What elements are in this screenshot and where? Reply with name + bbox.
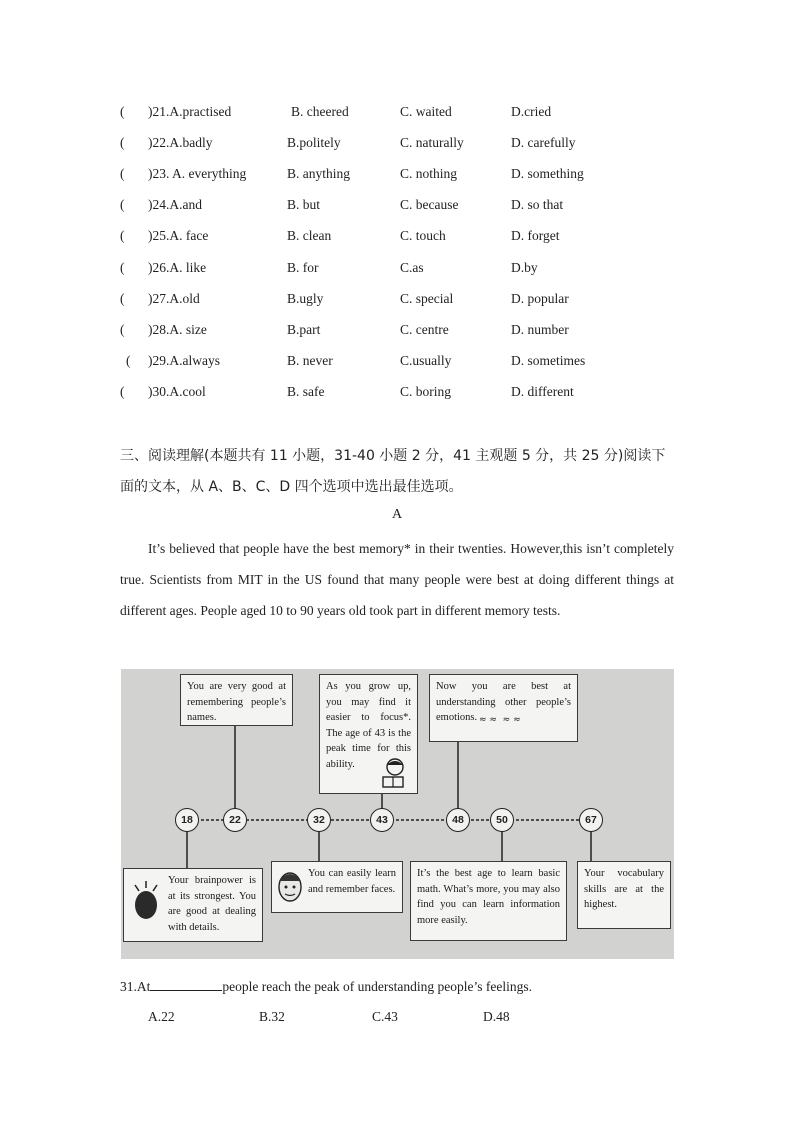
note-age-18: Your brainpower is at its strongest. You are good at dealing with details.	[123, 868, 263, 942]
note-age-50: It’s the best age to learn basic math. What’s more, you may also find you can learn information more easily.	[410, 861, 567, 941]
answer-paren: (	[120, 135, 125, 150]
option-c: C. special	[400, 291, 454, 306]
section-3-title: 三、阅读理解(本题共有 11 小题，31-40 小题 2 分，41 主观题 5 分，共 25 分)阅读下面的文本，从 A、B、C、D 四个选项中选出最佳选项。	[120, 448, 666, 495]
age-marker-43: 43	[370, 808, 394, 832]
passage-text: It’s believed that people have the best memory* in their twenties. However,this isn’t completely true. Scientists from MIT in the US found that many people were best at doing different things at different ages. People aged 10 to 90 years old took part in different memory tests.	[120, 541, 674, 618]
option-c: C. nothing	[400, 166, 458, 181]
emotion-faces-icon: ≈ ≈ ≈ ≈	[479, 715, 521, 725]
q31-stem-start: 31.At	[120, 979, 151, 994]
option-b: B. clean	[287, 228, 332, 243]
q31-option-a[interactable]: A.22	[148, 1009, 175, 1024]
note-age-32: You can easily learn and remember faces.	[271, 861, 403, 913]
option-a: )27.A.old	[148, 291, 200, 306]
note-age-22: You are very good at remembering people’s names.	[180, 674, 293, 726]
option-d: D. sometimes	[511, 353, 586, 368]
option-a: )29.A.always	[148, 353, 220, 368]
option-d: D. something	[511, 166, 584, 181]
option-d: D.by	[511, 260, 538, 275]
memory-age-figure	[121, 669, 674, 959]
note-age-48: Now you are best at understanding other people’s emotions.	[429, 674, 578, 742]
option-a: )22.A.badly	[148, 135, 213, 150]
option-a: )25.A. face	[148, 228, 209, 243]
option-a: )26.A. like	[148, 260, 207, 275]
option-a: )21.A.practised	[148, 104, 232, 119]
question-31	[120, 976, 532, 997]
option-c: C. centre	[400, 322, 449, 337]
passage-label: A	[391, 507, 403, 522]
option-b: B.part	[287, 322, 321, 337]
answer-paren: (	[120, 291, 125, 306]
q31-option-d[interactable]: D.48	[483, 1009, 510, 1024]
answer-paren: (	[120, 104, 125, 119]
option-d: D. number	[511, 322, 569, 337]
answer-paren: (	[120, 260, 125, 275]
option-d: D. popular	[511, 291, 569, 306]
option-b: B. but	[287, 197, 321, 212]
option-a: )24.A.and	[148, 197, 202, 212]
answer-paren: (	[126, 353, 131, 368]
option-a: )23. A. everything	[148, 166, 247, 181]
q31-option-b[interactable]: B.32	[259, 1009, 285, 1024]
option-a: )30.A.cool	[148, 384, 206, 399]
q31-stem-end: people reach the peak of understanding people’s feelings.	[222, 979, 533, 994]
note-age-67: Your vocabulary skills are at the highest.	[577, 861, 671, 929]
option-d: D. different	[511, 384, 574, 399]
option-b: B. never	[287, 353, 333, 368]
option-d: D. so that	[511, 197, 564, 212]
option-b: B. for	[287, 260, 319, 275]
age-marker-48: 48	[446, 808, 470, 832]
option-b: B. safe	[287, 384, 325, 399]
age-marker-67: 67	[579, 808, 603, 832]
answer-paren: (	[120, 197, 125, 212]
option-c: C. naturally	[400, 135, 464, 150]
age-marker-22: 22	[223, 808, 247, 832]
note-age-43: As you grow up, you may find it easier to focus*. The age of 43 is the peak time for this ability.	[319, 674, 418, 794]
option-c: C. because	[400, 197, 459, 212]
option-c: C. touch	[400, 228, 446, 243]
option-d: D. forget	[511, 228, 560, 243]
option-c: C. waited	[400, 104, 452, 119]
age-marker-50: 50	[490, 808, 514, 832]
option-c: C.as	[400, 260, 424, 275]
answer-paren: (	[120, 166, 125, 181]
answer-paren: (	[120, 228, 125, 243]
age-marker-32: 32	[307, 808, 331, 832]
age-marker-18: 18	[175, 808, 199, 832]
answer-blank[interactable]	[150, 976, 222, 991]
option-b: B. cheered	[291, 104, 349, 119]
option-d: D. carefully	[511, 135, 576, 150]
option-b: B. anything	[287, 166, 350, 181]
answer-paren: (	[120, 322, 125, 337]
option-d: D.cried	[511, 104, 552, 119]
option-b: B.politely	[287, 135, 341, 150]
q31-option-c[interactable]: C.43	[372, 1009, 398, 1024]
answer-paren: (	[120, 384, 125, 399]
option-c: C.usually	[400, 353, 452, 368]
option-c: C. boring	[400, 384, 452, 399]
option-a: )28.A. size	[148, 322, 207, 337]
option-b: B.ugly	[287, 291, 324, 306]
